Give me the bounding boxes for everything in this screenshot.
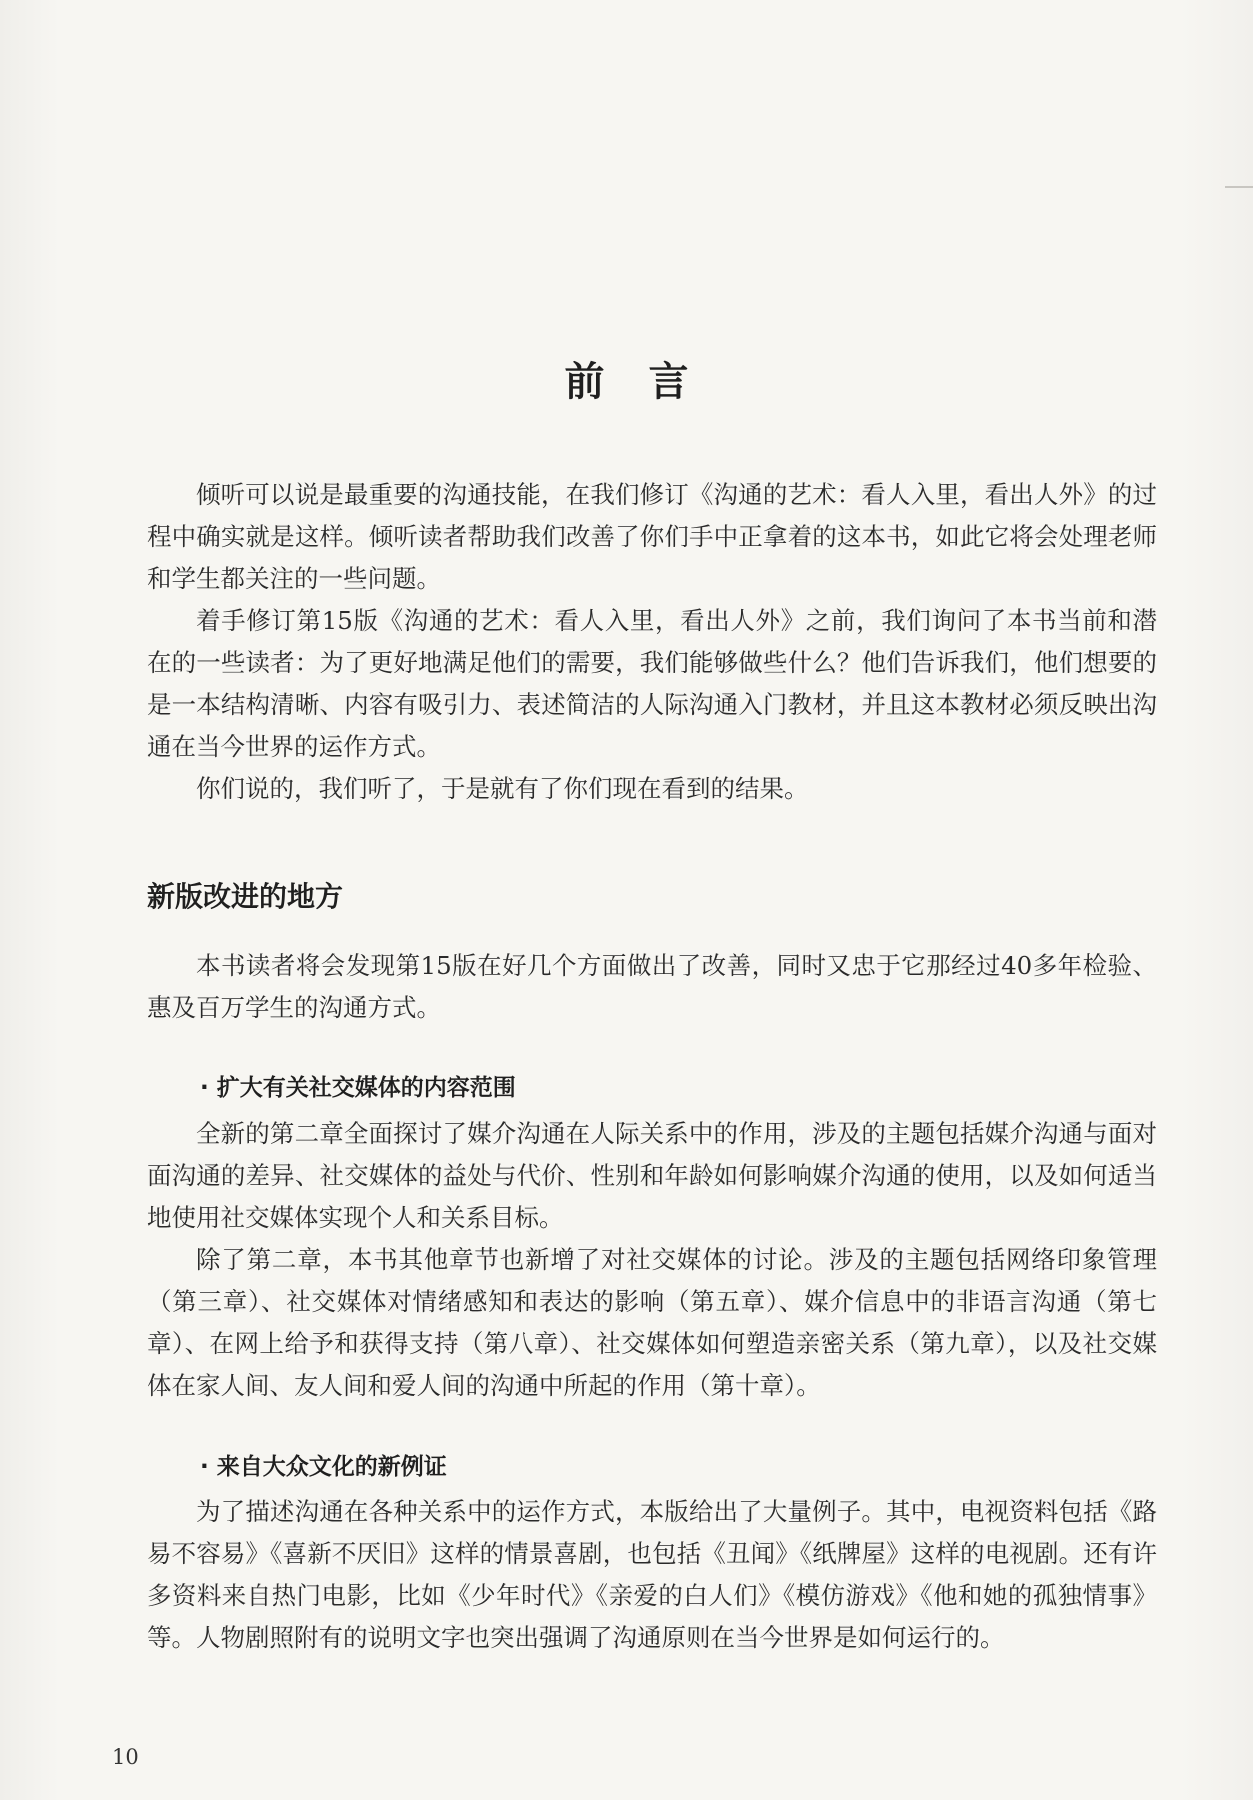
- section-paragraph: 本书读者将会发现第15版在好几个方面做出了改善，同时又忠于它那经过40多年检验、惠及百万学生的沟通方式。: [147, 951, 1157, 1022]
- bullet-heading-social-media: · 扩大有关社交媒体的内容范围: [200, 1075, 516, 1101]
- bullet-heading-pop-culture: · 来自大众文化的新例证: [200, 1454, 447, 1480]
- page-title: 前言: [564, 358, 733, 405]
- section-text: [147, 945, 1157, 1029]
- bullet1-paragraph-1: 全新的第二章全面探讨了媒介沟通在人际关系中的作用，涉及的主题包括媒介沟通与面对面沟通的差异、社交媒体的益处与代价、性别和年龄如何影响媒介沟通的使用，以及如何适当地使用社交媒体实现个人和关系目标。: [147, 1119, 1157, 1232]
- page-edge-mark: [1225, 186, 1253, 188]
- intro-paragraph-3: 你们说的，我们听了，于是就有了你们现在看到的结果。: [196, 774, 809, 803]
- bullet1-paragraph-2: 除了第二章，本书其他章节也新增了对社交媒体的讨论。涉及的主题包括网络印象管理（第三章）、社交媒体对情绪感知和表达的影响（第五章）、媒介信息中的非语言沟通（第七章）、在网上给予和获得支持（第八章）、社交媒体如何塑造亲密关系（第九章），以及社交媒体在家人间、友人间和爱人间的沟通中所起的作用（第十章）。: [147, 1245, 1157, 1400]
- intro-paragraph-2: 着手修订第15版《沟通的艺术：看人入里，看出人外》之前，我们询问了本书当前和潜在的一些读者：为了更好地满足他们的需要，我们能够做些什么？他们告诉我们，他们想要的是一本结构清晰、内容有吸引力、表述简洁的人际沟通入门教材，并且这本教材必须反映出沟通在当今世界的运作方式。: [147, 606, 1157, 761]
- intro-paragraph-1: 倾听可以说是最重要的沟通技能，在我们修订《沟通的艺术：看人入里，看出人外》的过程中确实就是这样。倾听读者帮助我们改善了你们手中正拿着的这本书，如此它将会处理老师和学生都关注的一些问题。: [147, 480, 1157, 593]
- bullet2-text: [147, 1491, 1157, 1659]
- intro-text: [147, 474, 1157, 810]
- section-heading: 新版改进的地方: [147, 880, 344, 913]
- bullet1-text: [147, 1113, 1157, 1407]
- page-number: 10: [112, 1745, 139, 1769]
- bullet2-paragraph-1: 为了描述沟通在各种关系中的运作方式，本版给出了大量例子。其中，电视资料包括《路易不容易》《喜新不厌旧》这样的情景喜剧，也包括《丑闻》《纸牌屋》这样的电视剧。还有许多资料来自热门电影，比如《少年时代》《亲爱的白人们》《模仿游戏》《他和她的孤独情事》等。人物剧照附有的说明文字也突出强调了沟通原则在当今世界是如何运行的。: [147, 1497, 1157, 1652]
